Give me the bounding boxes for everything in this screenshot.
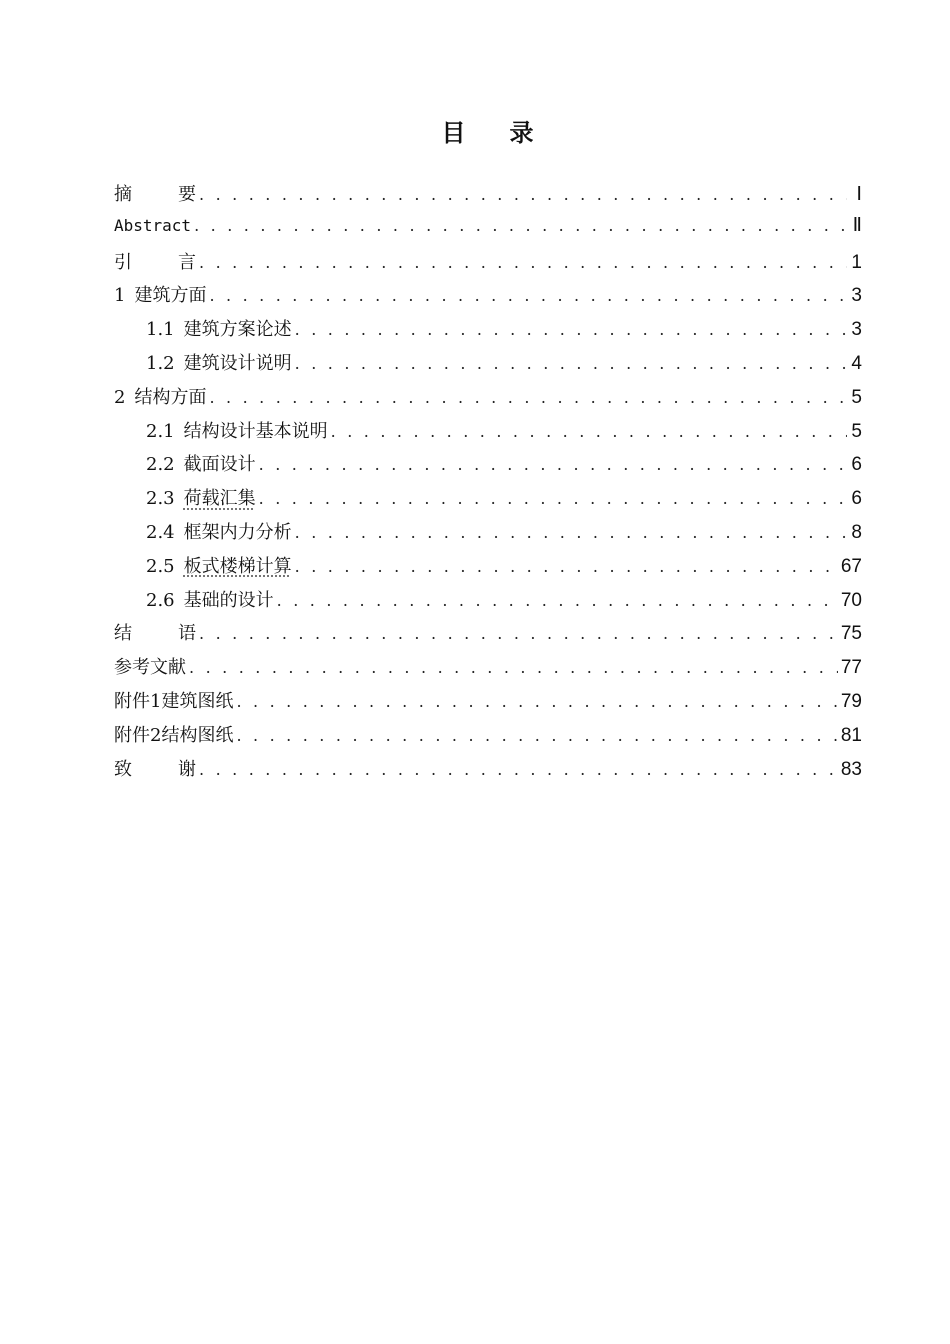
toc-page-number: Ⅰ xyxy=(856,184,862,205)
toc-entry-abstract-cn[interactable] xyxy=(114,180,862,214)
toc-entry-number: 2.4 xyxy=(146,521,175,543)
toc-entry-chapter-1[interactable] xyxy=(114,281,862,315)
toc-leader-dots xyxy=(194,216,847,235)
toc-entry-label: 结 语 xyxy=(114,623,196,645)
toc-entry-number: 2.3 xyxy=(146,488,175,510)
toc-entry-label: 附件1建筑图纸 xyxy=(114,690,234,712)
toc-leader-dots xyxy=(199,253,847,272)
toc-page-number: 5 xyxy=(851,386,862,408)
toc-page-number: 67 xyxy=(840,555,862,577)
toc-entry-label: 截面设计 xyxy=(183,454,256,476)
toc-entry-number: 2 xyxy=(114,386,126,408)
toc-page-number: 4 xyxy=(851,352,862,374)
toc-entry-section-2-6[interactable] xyxy=(114,586,862,620)
toc-leader-dots xyxy=(295,557,838,576)
toc-leader-dots xyxy=(259,489,847,508)
toc-leader-dots xyxy=(295,354,847,373)
toc-entry-label: 附件2结构图纸 xyxy=(114,724,234,746)
toc-leader-dots xyxy=(236,726,837,745)
toc-leader-dots xyxy=(209,388,847,407)
toc-entry-label: 结构方面 xyxy=(134,386,207,408)
toc-page-number: 6 xyxy=(851,488,862,510)
toc-title-char: 目 xyxy=(441,118,466,147)
toc-page-number: 83 xyxy=(840,758,862,780)
toc-entry-label: 板式楼梯计算 xyxy=(183,555,292,577)
toc-entry-section-1-1[interactable] xyxy=(114,315,862,349)
toc-page-number: 70 xyxy=(840,589,862,611)
toc-entry-section-2-5[interactable] xyxy=(114,552,862,586)
toc-page-number: 5 xyxy=(851,420,862,442)
toc-page-number: 3 xyxy=(851,319,862,341)
toc-title-char: 录 xyxy=(509,118,534,147)
toc-entry-label: 框架内力分析 xyxy=(183,521,292,543)
toc-page-number: 77 xyxy=(840,657,862,679)
toc-leader-dots xyxy=(199,185,847,204)
toc-page-number: 81 xyxy=(840,724,862,746)
toc-page-number: 6 xyxy=(851,454,862,476)
toc-leader-dots xyxy=(277,591,838,610)
toc-entry-number: 1 xyxy=(114,285,126,307)
toc-entry-label: Abstract xyxy=(114,215,192,235)
toc-page-number: Ⅱ xyxy=(852,214,862,236)
toc-entry-number: 1.1 xyxy=(146,319,175,341)
toc-entry-label: 引 言 xyxy=(114,251,196,273)
toc-entry-chapter-2[interactable] xyxy=(114,383,862,417)
toc-entry-label: 结构设计基本说明 xyxy=(183,420,328,442)
toc-page-number: 75 xyxy=(840,623,862,645)
toc-entry-introduction[interactable] xyxy=(114,248,862,282)
toc-leader-dots xyxy=(236,692,837,711)
toc-leader-dots xyxy=(295,320,847,339)
toc-leader-dots xyxy=(259,455,847,474)
toc-list xyxy=(114,180,862,788)
toc-entry-label: 荷载汇集 xyxy=(183,488,256,510)
toc-entry-label: 建筑方案论述 xyxy=(183,319,292,341)
toc-leader-dots xyxy=(209,286,847,305)
toc-page-number: 3 xyxy=(851,285,862,307)
toc-entry-label: 摘 要 xyxy=(114,184,196,205)
toc-entry-number: 2.5 xyxy=(146,555,175,577)
toc-leader-dots xyxy=(199,760,838,779)
toc-entry-section-2-4[interactable] xyxy=(114,518,862,552)
toc-entry-section-2-3[interactable] xyxy=(114,484,862,518)
toc-entry-label: 建筑设计说明 xyxy=(183,352,292,374)
toc-entry-label: 致 谢 xyxy=(114,758,196,780)
toc-entry-appendix-2[interactable] xyxy=(114,721,862,755)
toc-entry-number: 2.2 xyxy=(146,454,175,476)
toc-entry-number: 2.6 xyxy=(146,589,175,611)
toc-title xyxy=(0,113,950,148)
toc-entry-number: 1.2 xyxy=(146,352,175,374)
toc-leader-dots xyxy=(199,624,838,643)
toc-entry-number: 2.1 xyxy=(146,420,175,442)
toc-entry-conclusion[interactable] xyxy=(114,619,862,653)
toc-entry-label: 参考文献 xyxy=(114,657,186,679)
toc-entry-appendix-1[interactable] xyxy=(114,687,862,721)
toc-entry-references[interactable] xyxy=(114,653,862,687)
toc-page-number: 79 xyxy=(840,690,862,712)
toc-leader-dots xyxy=(295,523,847,542)
toc-page-number: 1 xyxy=(851,251,862,273)
toc-leader-dots xyxy=(331,422,847,441)
toc-leader-dots xyxy=(189,658,838,677)
toc-entry-acknowledgements[interactable] xyxy=(114,755,862,789)
toc-entry-abstract-en[interactable] xyxy=(114,214,862,248)
toc-entry-section-2-2[interactable] xyxy=(114,450,862,484)
toc-page-number: 8 xyxy=(851,521,862,543)
toc-entry-label: 建筑方面 xyxy=(134,285,207,307)
toc-entry-section-1-2[interactable] xyxy=(114,349,862,383)
toc-entry-section-2-1[interactable] xyxy=(114,417,862,451)
toc-entry-label: 基础的设计 xyxy=(183,589,274,611)
